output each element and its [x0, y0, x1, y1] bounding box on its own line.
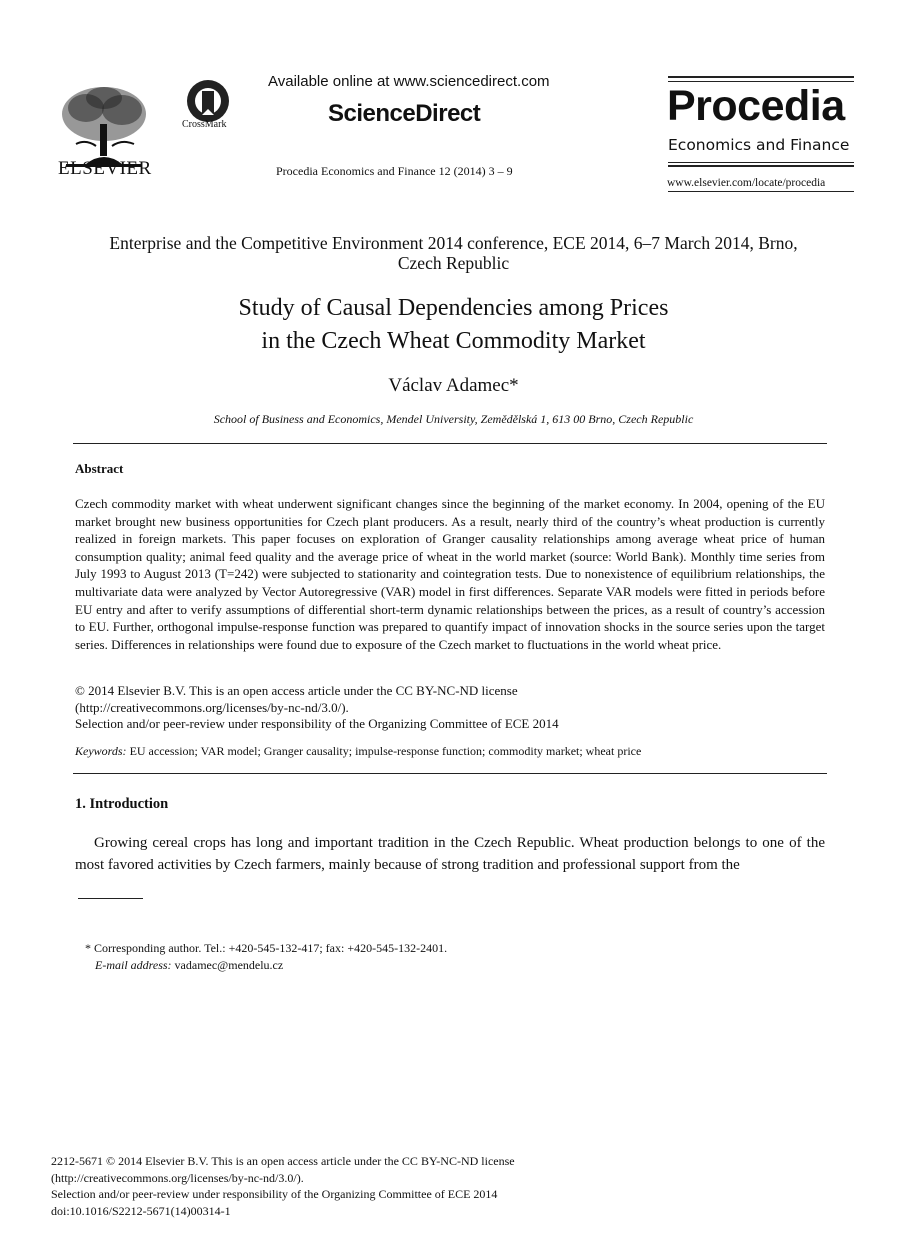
license-link[interactable]: (http://creativecommons.org/licenses/by-nc-nd/3.0/). [51, 1170, 304, 1185]
peer-review-line: Selection and/or peer-review under responsibility of the Organizing Committee of ECE 2014 [75, 716, 559, 731]
title-line: in the Czech Wheat Commodity Market [261, 328, 646, 354]
license-link[interactable]: (http://creativecommons.org/licenses/by-nc-nd/3.0/). [75, 699, 349, 715]
introduction-paragraph: Growing cereal crops has long and important tradition in the Czech Republic. Wheat production belongs to one of the most favored activities by Czech farmers, mainly because of strong tradition and professional support from the [75, 835, 825, 873]
abstract-divider-bottom [73, 773, 827, 774]
procedia-title: Procedia [667, 82, 845, 130]
available-online-text[interactable]: Available online at www.sciencedirect.com [268, 73, 550, 90]
journal-citation: Procedia Economics and Finance 12 (2014) 3 – 9 [276, 164, 513, 178]
author-affiliation: School of Business and Economics, Mendel University, Zemědělská 1, 613 00 Brno, Czech Republic [213, 412, 694, 426]
section-heading-introduction: 1. Introduction [75, 796, 169, 812]
abstract-heading: Abstract [75, 461, 124, 476]
corresponding-author-footnote: * Corresponding author. Tel.: +420-545-132-417; fax: +420-545-132-2401. [85, 941, 448, 955]
conference-line: Czech Republic [397, 253, 510, 273]
procedia-url-link[interactable]: www.elsevier.com/locate/procedia [667, 177, 826, 189]
keywords-label: Keywords: [75, 744, 127, 758]
keywords-list: EU accession; VAR model; Granger causality; impulse-response function; commodity market; wheat price [126, 744, 642, 758]
crossmark-label: CrossMark [182, 119, 227, 130]
email-label: E-mail address: [95, 958, 172, 972]
author-name: Václav Adamec* [388, 375, 519, 396]
abstract-body: Czech commodity market with wheat underwent significant changes since the beginning of the market economy. In 2004, opening of the EU market brought new business opportunities for Czech plant producers. As a result, nearly third of the country’s wheat production is currently realized in foreign markets. This paper focuses on exploration of Granger causality relationships among average wheat price of human consumption quality; animal feed quality and the average price of wheat in the world market (source: World Bank). Monthly time series from July 1993 to August 2013 (T=242) were subjected to stationarity and cointegration tests. Due to nonexistence of equilibrium relationships, the multivariate data were analyzed by Vector Autoregressive (VAR) model in first differences. Separate VAR models were fitted in periods before EU entry and after to verify assumptions of differential short-term dynamic relationships between the prices, as a result of country’s accession to EU. Further, orthogonal impulse-response function was prepared to quantify impact of innovation shocks in the source series upon the target series. Differences in relationships were found due to exposure of the Czech market to fluctuations in the world wheat price. [75, 496, 825, 652]
keywords [75, 744, 825, 759]
procedia-rule [668, 191, 854, 192]
elsevier-wordmark: ELSEVIER [58, 158, 152, 179]
publication-info [51, 1153, 515, 1219]
peer-review-line: Selection and/or peer-review under responsibility of the Organizing Committee of ECE 2014 [51, 1187, 498, 1201]
procedia-subtitle: Economics and Finance [668, 136, 850, 154]
email-address[interactable]: vadamec@mendelu.cz [171, 958, 284, 972]
conference-line: Enterprise and the Competitive Environment 2014 conference, ECE 2014, 6–7 March 2014, Brno, [109, 233, 798, 253]
paper-title [60, 292, 847, 358]
conference-info [60, 233, 847, 273]
email-footnote [95, 958, 283, 973]
abstract-copyright [75, 683, 825, 733]
procedia-rule [668, 76, 854, 78]
abstract-divider-top [73, 443, 827, 444]
copyright-line: © 2014 Elsevier B.V. This is an open access article under the CC BY-NC-ND license [75, 683, 518, 698]
procedia-rule [668, 162, 854, 163]
title-line: Study of Causal Dependencies among Prices [238, 295, 669, 321]
doi-line[interactable]: doi:10.1016/S2212-5671(14)00314-1 [51, 1203, 231, 1218]
procedia-rule [668, 165, 854, 167]
sciencedirect-wordmark: ScienceDirect [328, 100, 481, 127]
footnote-rule [78, 898, 143, 899]
issn-line: 2212-5671 © 2014 Elsevier B.V. This is an open access article under the CC BY-NC-ND license [51, 1154, 515, 1168]
